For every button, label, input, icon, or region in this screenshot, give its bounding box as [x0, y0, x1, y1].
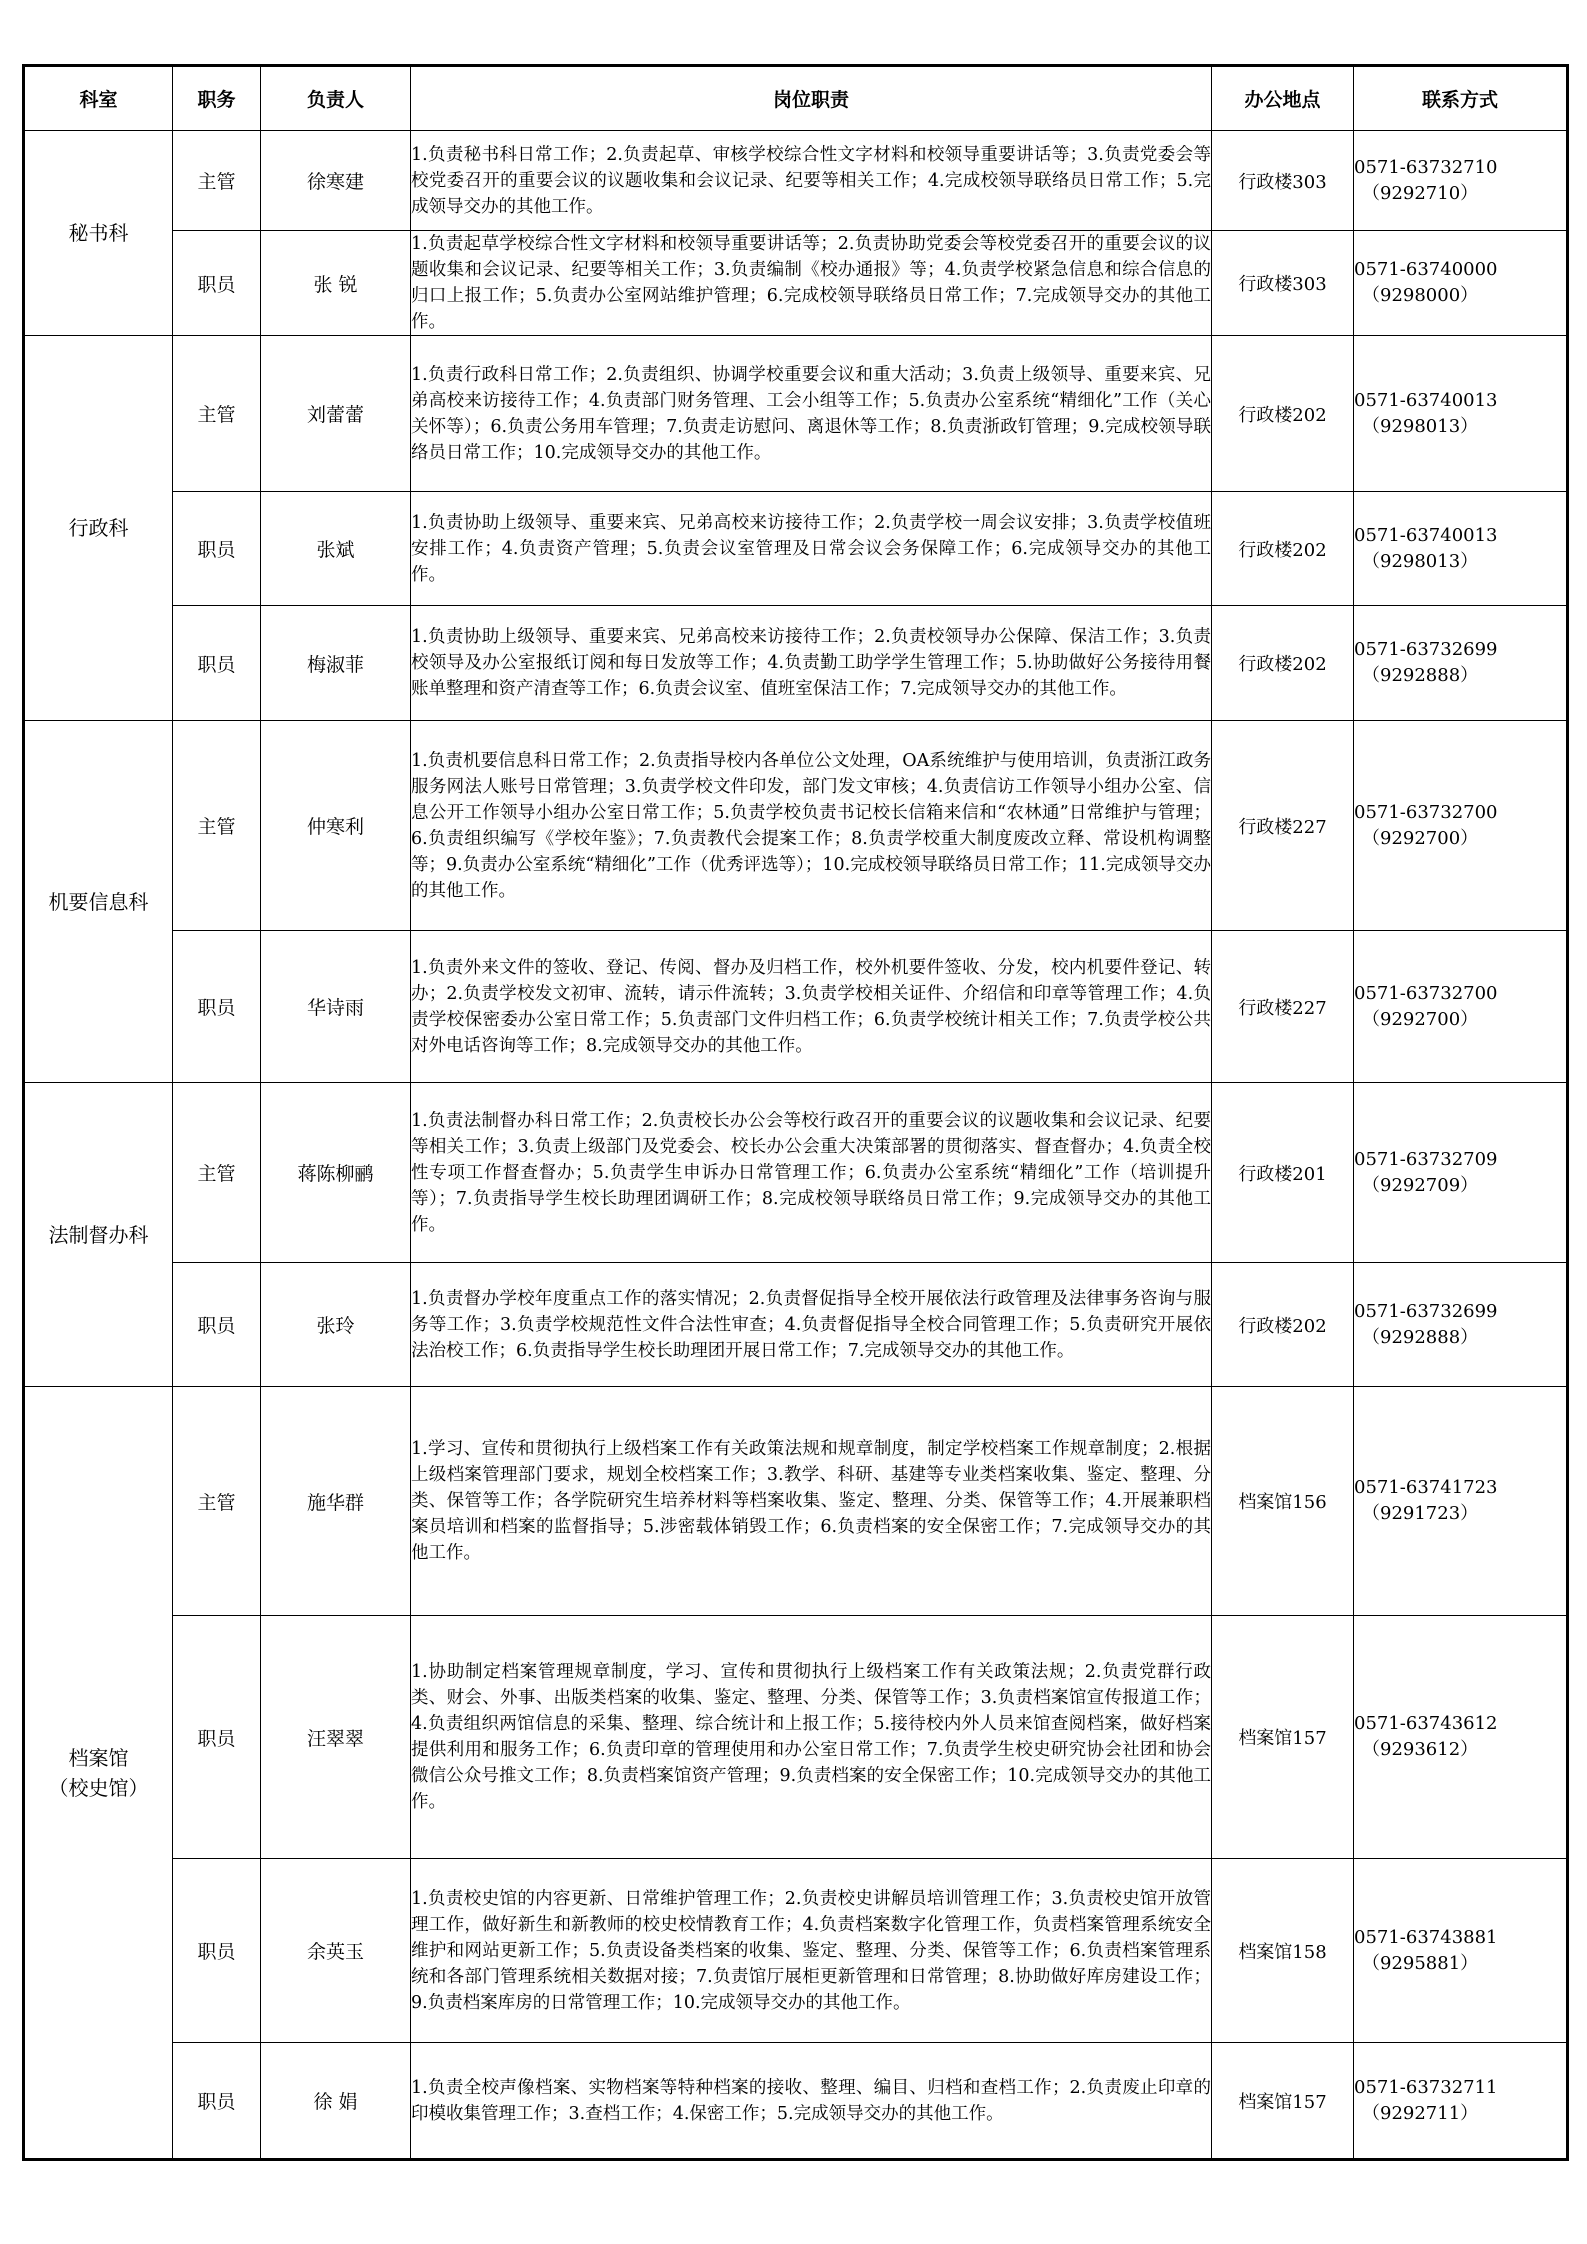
dept-cell: [24, 131, 173, 336]
person-cell: 张 锐: [261, 231, 411, 336]
duties-cell: 1.负责起草学校综合性文字材料和校领导重要讲话等；2.负责协助党委会等校党委召开的重要会议的议题收集和会议记录、纪要等相关工作；3.负责编制《校办通报》等；4.负责学校紧急信息和综合信息的归口上报工作；5.负责办公室网站维护管理；6.完成校领导联络员日常工作；7.完成领导交办的其他工作。: [411, 231, 1212, 336]
phone-number: 0571-63732699: [1354, 639, 1498, 660]
table-row: [24, 231, 1568, 336]
position-cell: 职员: [173, 492, 261, 606]
duties-cell: 1.负责协助上级领导、重要来宾、兄弟高校来访接待工作；2.负责校领导办公保障、保洁工作；3.负责校领导及办公室报纸订阅和每日发放等工作；4.负责勤工助学学生管理工作；5.协助做好公务接待用餐账单整理和资产清查等工作；6.负责会议室、值班室保洁工作；7.完成领导交办的其他工作。: [411, 606, 1212, 721]
person-cell: 蒋陈柳鹂: [261, 1083, 411, 1263]
position-cell: 主管: [173, 721, 261, 931]
duties-cell: 1.负责法制督办科日常工作；2.负责校长办公会等校行政召开的重要会议的议题收集和会议记录、纪要等相关工作；3.负责上级部门及党委会、校长办公会重大决策部署的贯彻落实、督查督办；4.负责全校性专项工作督查督办；5.负责学生申诉办日常管理工作；6.负责办公室系统“精细化”工作（培训提升等）；7.负责指导学生校长助理团调研工作；8.完成校领导联络员日常工作；9.完成领导交办的其他工作。: [411, 1083, 1212, 1263]
short-number: （9298013）: [1362, 415, 1479, 437]
contact-cell: [1354, 1387, 1568, 1616]
duties-cell: 1.负责外来文件的签收、登记、传阅、督办及归档工作，校外机要件签收、分发，校内机要件登记、转办；2.负责学校发文初审、流转，请示件流转；3.负责学校相关证件、介绍信和印章等管理工作；4.负责学校保密委办公室日常工作；5.负责部门文件归档工作；6.负责学校统计相关工作；7.负责学校公共对外电话咨询等工作；8.完成领导交办的其他工作。: [411, 931, 1212, 1083]
short-number: （9292700）: [1362, 1008, 1479, 1030]
person-cell: 张斌: [261, 492, 411, 606]
office-cell: 行政楼202: [1212, 492, 1354, 606]
short-number: （9298013）: [1362, 550, 1479, 572]
person-cell: 汪翠翠: [261, 1616, 411, 1859]
short-number: （9292888）: [1362, 665, 1479, 686]
person-cell: 刘蕾蕾: [261, 336, 411, 492]
office-cell: 行政楼227: [1212, 931, 1354, 1083]
dept-name: 秘书科: [68, 221, 129, 245]
short-number: （9292700）: [1362, 827, 1479, 849]
table-row: [24, 336, 1568, 492]
position-cell: 职员: [173, 2043, 261, 2160]
phone-number: 0571-63740013: [1354, 389, 1498, 411]
office-cell: 档案馆158: [1212, 1859, 1354, 2043]
short-number: （9292711）: [1362, 2102, 1479, 2124]
contact-cell: [1354, 2043, 1568, 2160]
office-cell: 行政楼227: [1212, 721, 1354, 931]
phone-number: 0571-63732699: [1354, 1300, 1498, 1322]
contact-cell: [1354, 492, 1568, 606]
office-cell: 档案馆157: [1212, 1616, 1354, 1859]
table-row: [24, 492, 1568, 606]
person-cell: 施华群: [261, 1387, 411, 1616]
dept-cell: [24, 721, 173, 1083]
contact-cell: [1354, 931, 1568, 1083]
table-row: [24, 1387, 1568, 1616]
table-row: [24, 606, 1568, 721]
duties-cell: 1.负责秘书科日常工作；2.负责起草、审核学校综合性文字材料和校领导重要讲话等；3.负责党委会等校党委召开的重要会议的议题收集和会议记录、纪要等相关工作；4.完成校领导联络员日常工作；5.完成领导交办的其他工作。: [411, 131, 1212, 231]
person-cell: 徐 娟: [261, 2043, 411, 2160]
phone-number: 0571-63732709: [1354, 1148, 1498, 1170]
phone-number: 0571-63732711: [1354, 2076, 1498, 2098]
phone-number: 0571-63743612: [1354, 1713, 1498, 1734]
person-cell: 华诗雨: [261, 931, 411, 1083]
table-row: [24, 1083, 1568, 1263]
office-cell: 行政楼303: [1212, 131, 1354, 231]
duties-cell: 1.负责督办学校年度重点工作的落实情况；2.负责督促指导全校开展依法行政管理及法律事务咨询与服务等工作；3.负责学校规范性文件合法性审查；4.负责督促指导全校合同管理工作；5.负责研究开展依法治校工作；6.负责指导学生校长助理团开展日常工作；7.完成领导交办的其他工作。: [411, 1263, 1212, 1387]
header-position: 职务: [173, 66, 261, 131]
position-cell: 职员: [173, 931, 261, 1083]
contact-cell: [1354, 1616, 1568, 1859]
duties-cell: 1.负责行政科日常工作；2.负责组织、协调学校重要会议和重大活动；3.负责上级领导、重要来宾、兄弟高校来访接待工作；4.负责部门财务管理、工会小组等工作；5.负责办公室系统“精细化”工作（关心关怀等）；6.负责公务用车管理；7.负责走访慰问、离退休等工作；8.负责浙政钉管理；9.完成校领导联络员日常工作；10.完成领导交办的其他工作。: [411, 336, 1212, 492]
short-number: （9295881）: [1362, 1952, 1479, 1974]
office-cell: 行政楼202: [1212, 1263, 1354, 1387]
table-row: [24, 131, 1568, 231]
duties-cell: 1.负责全校声像档案、实物档案等特种档案的接收、整理、编目、归档和查档工作；2.负责废止印章的印模收集管理工作；3.查档工作；4.保密工作；5.完成领导交办的其他工作。: [411, 2043, 1212, 2160]
contact-cell: [1354, 721, 1568, 931]
position-cell: 职员: [173, 606, 261, 721]
header-contact: 联系方式: [1354, 66, 1568, 131]
position-cell: 主管: [173, 1083, 261, 1263]
phone-number: 0571-63740013: [1354, 524, 1498, 546]
position-cell: 职员: [173, 1859, 261, 2043]
header-duties: 岗位职责: [411, 66, 1212, 131]
contact-cell: [1354, 231, 1568, 336]
office-cell: 档案馆157: [1212, 2043, 1354, 2160]
dept-name: 法制督办科: [48, 1222, 149, 1247]
header-row: [24, 66, 1568, 131]
contact-cell: [1354, 336, 1568, 492]
office-cell: 行政楼202: [1212, 606, 1354, 721]
phone-number: 0571-63732700: [1354, 982, 1498, 1004]
dept-name-sub: （校史馆）: [48, 1775, 149, 1800]
position-cell: 职员: [173, 1263, 261, 1387]
short-number: （9298000）: [1362, 285, 1479, 306]
table-row: [24, 721, 1568, 931]
position-cell: 主管: [173, 1387, 261, 1616]
duties-cell: 1.协助制定档案管理规章制度，学习、宣传和贯彻执行上级档案工作有关政策法规；2.负责党群行政类、财会、外事、出版类档案的收集、鉴定、整理、分类、保管等工作；3.负责档案馆宣传报道工作；4.负责组织两馆信息的采集、整理、综合统计和上报工作；5.接待校内外人员来馆查阅档案，做好档案提供利用和服务工作；6.负责印章的管理使用和办公室日常工作；7.负责学生校史研究协会社团和协会微信公众号推文工作；8.负责档案馆资产管理；9.负责档案的安全保密工作；10.完成领导交办的其他工作。: [411, 1616, 1212, 1859]
dept-name: 机要信息科: [48, 889, 149, 914]
short-number: （9291723）: [1362, 1503, 1479, 1524]
person-cell: 徐寒建: [261, 131, 411, 231]
phone-number: 0571-63740000: [1354, 259, 1498, 280]
contact-cell: [1354, 1263, 1568, 1387]
dept-cell: [24, 1387, 173, 2160]
contact-cell: [1354, 131, 1568, 231]
table-row: [24, 1616, 1568, 1859]
phone-number: 0571-63732700: [1354, 801, 1498, 823]
short-number: （9292888）: [1362, 1326, 1479, 1348]
phone-number: 0571-63732710: [1354, 156, 1498, 178]
office-cell: 行政楼303: [1212, 231, 1354, 336]
dept-cell: [24, 1083, 173, 1387]
dept-cell: [24, 336, 173, 721]
duties-cell: 1.学习、宣传和贯彻执行上级档案工作有关政策法规和规章制度，制定学校档案工作规章制度；2.根据上级档案管理部门要求，规划全校档案工作；3.教学、科研、基建等专业类档案收集、鉴定、整理、分类、保管等工作；各学院研究生培养材料等档案收集、鉴定、整理、分类、保管等工作；4.开展兼职档案员培训和档案的监督指导；5.涉密载体销毁工作；6.负责档案的安全保密工作；7.完成领导交办的其他工作。: [411, 1387, 1212, 1616]
short-number: （9293612）: [1362, 1739, 1479, 1760]
contact-cell: [1354, 606, 1568, 721]
table-row: [24, 1263, 1568, 1387]
office-cell: 行政楼201: [1212, 1083, 1354, 1263]
dept-name: 行政科: [68, 516, 129, 540]
short-number: （9292709）: [1362, 1174, 1479, 1196]
phone-number: 0571-63741723: [1354, 1477, 1498, 1498]
duty-table: [22, 64, 1569, 2161]
person-cell: 张玲: [261, 1263, 411, 1387]
position-cell: 职员: [173, 1616, 261, 1859]
short-number: （9292710）: [1362, 182, 1479, 204]
dept-name: 档案馆: [68, 1745, 129, 1770]
header-person: 负责人: [261, 66, 411, 131]
table-row: [24, 931, 1568, 1083]
phone-number: 0571-63743881: [1354, 1926, 1498, 1948]
header-dept: 科室: [24, 66, 173, 131]
table-row: [24, 2043, 1568, 2160]
position-cell: 职员: [173, 231, 261, 336]
position-cell: 主管: [173, 131, 261, 231]
contact-cell: [1354, 1859, 1568, 2043]
table-row: [24, 1859, 1568, 2043]
office-cell: 行政楼202: [1212, 336, 1354, 492]
person-cell: 仲寒利: [261, 721, 411, 931]
duties-cell: 1.负责协助上级领导、重要来宾、兄弟高校来访接待工作；2.负责学校一周会议安排；3.负责学校值班安排工作；4.负责资产管理；5.负责会议室管理及日常会议会务保障工作；6.完成领导交办的其他工作。: [411, 492, 1212, 606]
duties-cell: 1.负责校史馆的内容更新、日常维护管理工作；2.负责校史讲解员培训管理工作；3.负责校史馆开放管理工作，做好新生和新教师的校史校情教育工作；4.负责档案数字化管理工作，负责档案管理系统安全维护和网站更新工作；5.负责设备类档案的收集、鉴定、整理、分类、保管等工作；6.负责档案管理系统和各部门管理系统相关数据对接；7.负责馆厅展柜更新管理和日常管理；8.协助做好库房建设工作；9.负责档案库房的日常管理工作；10.完成领导交办的其他工作。: [411, 1859, 1212, 2043]
person-cell: 余英玉: [261, 1859, 411, 2043]
contact-cell: [1354, 1083, 1568, 1263]
person-cell: 梅淑菲: [261, 606, 411, 721]
position-cell: 主管: [173, 336, 261, 492]
office-cell: 档案馆156: [1212, 1387, 1354, 1616]
header-office: 办公地点: [1212, 66, 1354, 131]
duties-cell: 1.负责机要信息科日常工作；2.负责指导校内各单位公文处理，OA系统维护与使用培训，负责浙江政务服务网法人账号日常管理；3.负责学校文件印发，部门发文审核；4.负责信访工作领导小组办公室、信息公开工作领导小组办公室日常工作；5.负责学校负责书记校长信箱来信和“农林通”日常维护与管理；6.负责组织编写《学校年鉴》；7.负责教代会提案工作；8.负责学校重大制度废改立释、常设机构调整等；9.负责办公室系统“精细化”工作（优秀评选等）；10.完成校领导联络员日常工作；11.完成领导交办的其他工作。: [411, 721, 1212, 931]
